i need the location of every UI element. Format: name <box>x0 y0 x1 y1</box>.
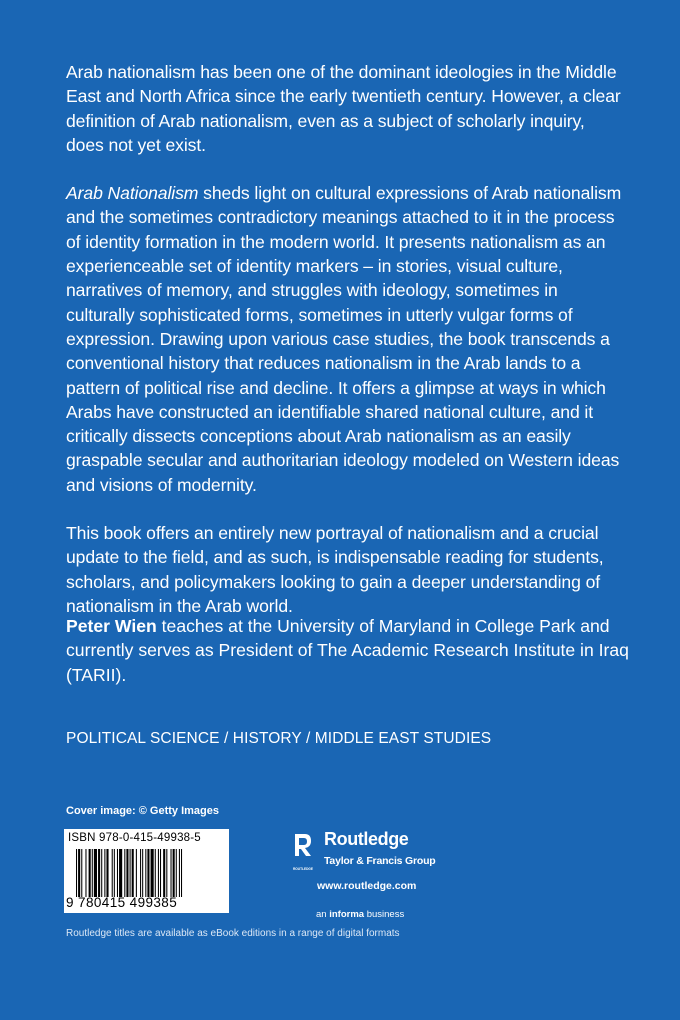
barcode-bar <box>163 849 165 897</box>
barcode-bar <box>106 849 108 897</box>
barcode-bar <box>147 849 149 897</box>
barcode-bar <box>176 849 177 897</box>
book-title: Arab Nationalism <box>66 183 199 204</box>
barcode-bar <box>140 849 141 897</box>
publisher-group: Taylor & Francis Group <box>324 855 436 867</box>
isbn-label: ISBN 978-0-415-49938-5 <box>68 832 201 844</box>
blurb-paragraph-2-text: sheds light on cultural expressions of Arab nationalism and the sometimes contradictory meanings attached to it in the process of identity formation in the modern world. It presents nationalism as an experienceable set of identity markers – in stories, visual culture, narratives of memory, and struggles with ideology, sometimes in culturally sophisticated forms, sometimes in utterly vulgar forms of expression. Drawing upon various case studies, the book transcends a conventional history that reduces nationalism in the Arab lands to a pattern of political rise and decline. It offers a glimpse at ways in which Arabs have constructed an identifiable shared national culture, and it critically dissects conceptions about Arab nationalism as an easily graspable secular and authoritarian ideology modeled on Western ideas and visions of modernity. <box>66 183 622 495</box>
informa-suffix: business <box>364 909 405 920</box>
cover-image-credit: Cover image: © Getty Images <box>66 805 219 817</box>
barcode-bar <box>158 849 159 897</box>
barcode-bar <box>117 849 118 897</box>
barcode-bar <box>81 849 82 897</box>
barcode-bar <box>112 849 113 897</box>
blurb-paragraph-2 <box>66 181 626 497</box>
informa-prefix: an <box>316 909 330 920</box>
isbn-barcode <box>64 829 229 913</box>
back-cover-blurb <box>66 60 626 618</box>
barcode-bar <box>171 849 172 897</box>
publisher-url[interactable]: www.routledge.com <box>317 880 417 892</box>
barcode-bar <box>151 849 154 897</box>
barcode-bar <box>142 849 143 897</box>
blurb-paragraph-1: Arab nationalism has been one of the dominant ideologies in the Middle East and North Africa since the early twentieth century. However, a clear definition of Arab nationalism, even as a subject of scholarly inquiry, does not yet exist. <box>66 62 621 155</box>
barcode-bar <box>130 849 131 897</box>
barcode-bar <box>124 849 125 897</box>
barcode-bar <box>89 849 91 897</box>
barcode-bar <box>78 849 80 897</box>
barcode-bar <box>160 849 161 897</box>
informa-brand: informa <box>329 909 365 920</box>
barcode-bar <box>85 849 86 897</box>
barcode-bar <box>114 849 115 897</box>
author-bio <box>66 614 636 687</box>
barcode-bar <box>136 849 137 897</box>
barcode-bar <box>104 849 105 897</box>
author-name: Peter Wien <box>66 616 157 636</box>
blurb-paragraph-3: This book offers an entirely new portrayal of nationalism and a crucial update to the field, and as such, is indispensable reading for students, scholars, and policymakers looking to gain a deeper understanding of nationalism in the Arab world. <box>66 523 604 616</box>
barcode-bar <box>101 849 102 897</box>
routledge-logo-icon <box>293 832 313 872</box>
publisher-name: Routledge <box>324 829 409 849</box>
barcode-bar <box>98 849 100 897</box>
barcode-bar <box>126 849 128 897</box>
svg-text:ROUTLEDGE: ROUTLEDGE <box>293 867 313 871</box>
barcode-bar <box>179 849 180 897</box>
barcode-bar <box>145 849 146 897</box>
barcode-bar <box>132 849 134 897</box>
barcode-bar <box>94 849 97 897</box>
barcode-bar <box>76 849 77 897</box>
barcode-bar <box>173 849 175 897</box>
barcode-bars <box>76 849 226 897</box>
informa-business-tag <box>316 909 404 920</box>
barcode-bar <box>92 849 93 897</box>
ebook-availability-note: Routledge titles are available as eBook editions in a range of digital formats <box>66 928 400 939</box>
barcode-bar <box>119 849 122 897</box>
author-bio-text: teaches at the University of Maryland in College Park and currently serves as President of The Academic Research Institute in Iraq (TARII). <box>66 616 629 685</box>
subject-categories: POLITICAL SCIENCE / HISTORY / MIDDLE EAST STUDIES <box>66 730 492 747</box>
barcode-bar <box>155 849 156 897</box>
barcode-digits: 9 780415 499385 <box>66 895 178 910</box>
barcode-bar <box>181 849 182 897</box>
barcode-bar <box>166 849 167 897</box>
